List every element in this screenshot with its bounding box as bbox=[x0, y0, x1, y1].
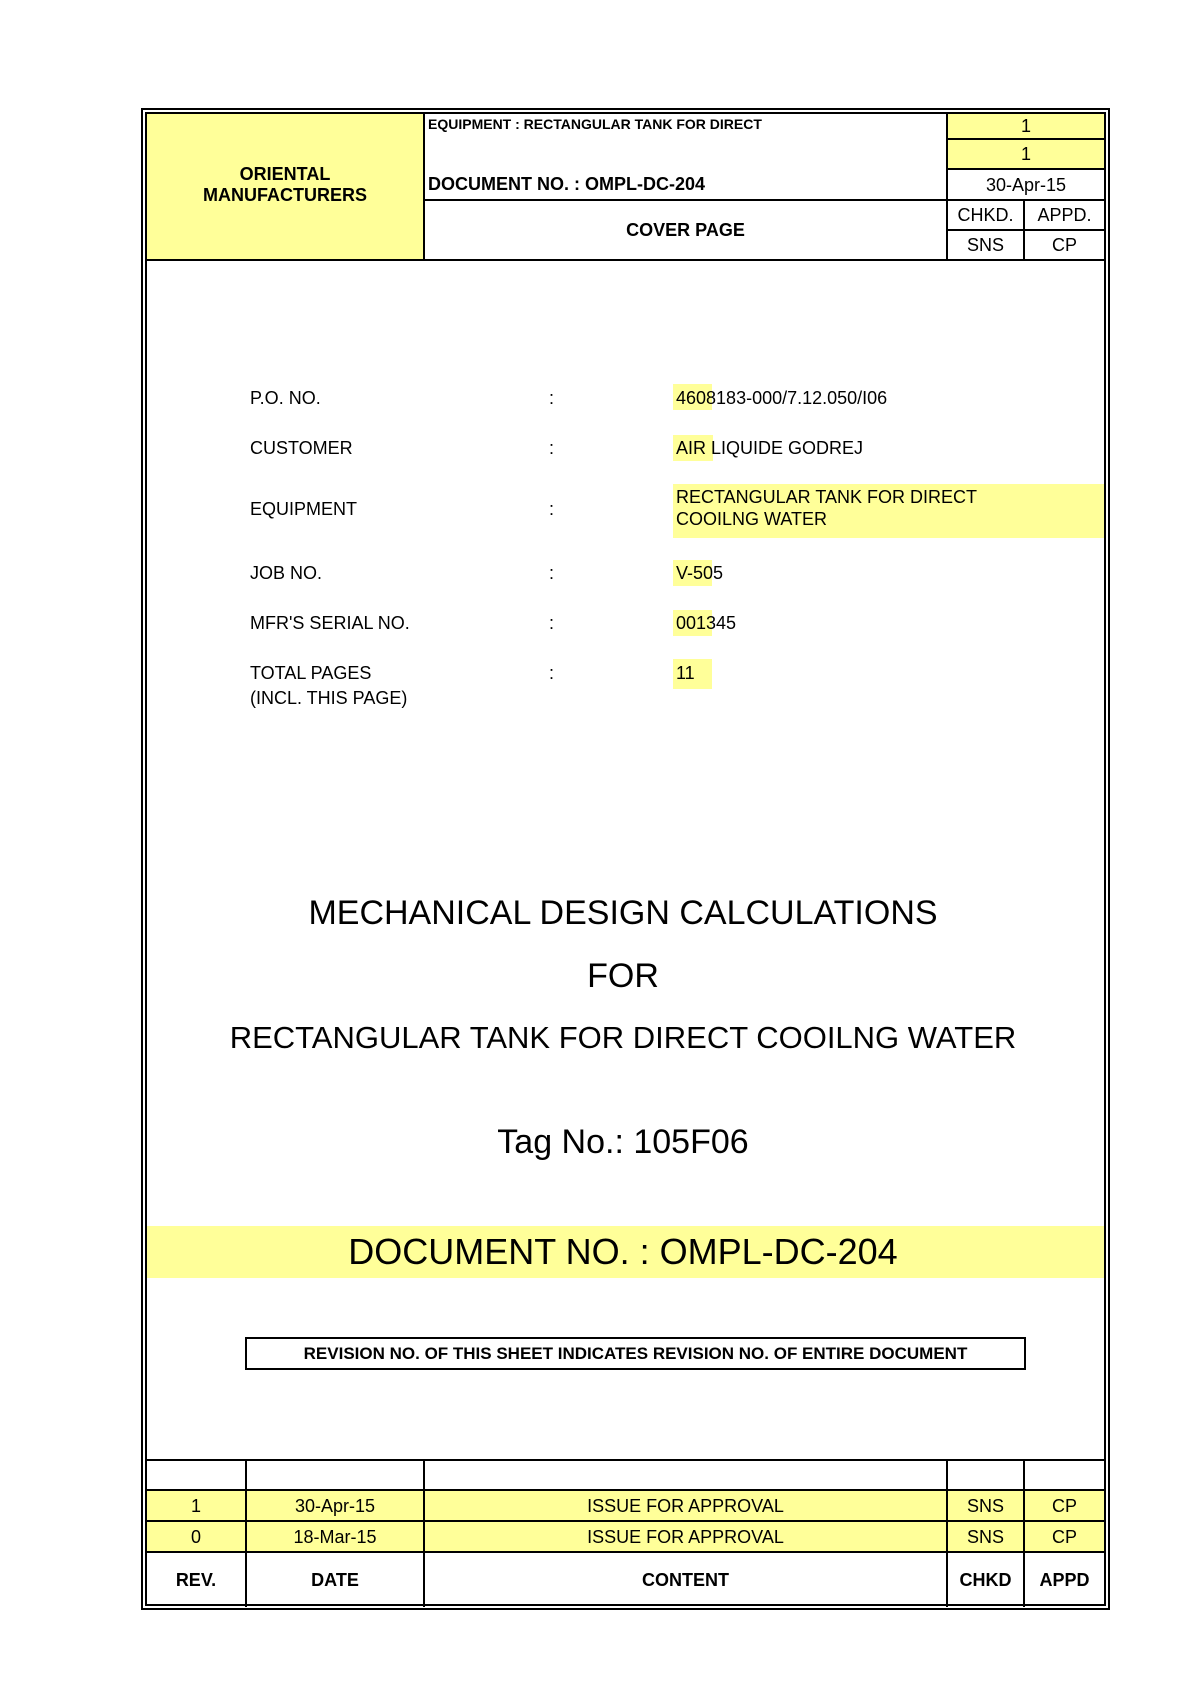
customer-label: CUSTOMER bbox=[250, 438, 353, 458]
rev-row1-chkd: SNS bbox=[966, 1495, 1004, 1516]
rev-row0-appd: CP bbox=[1051, 1526, 1077, 1547]
doc-number-large: DOCUMENT NO. : OMPL-DC-204 bbox=[348, 1231, 898, 1272]
header-box-2: 1 bbox=[1020, 144, 1031, 164]
rev-row0-rev: 0 bbox=[190, 1526, 201, 1547]
tag-number: Tag No.: 105F06 bbox=[497, 1123, 749, 1161]
serial-no-colon: : bbox=[549, 613, 555, 633]
total-pages-label: TOTAL PAGES bbox=[250, 663, 372, 683]
equipment-label: EQUIPMENT bbox=[250, 499, 358, 519]
rev-row1-content: ISSUE FOR APPROVAL bbox=[587, 1495, 784, 1516]
company-name-line1: ORIENTAL bbox=[239, 164, 331, 184]
job-no-colon: : bbox=[549, 563, 555, 583]
rev-header-date: DATE bbox=[311, 1570, 359, 1590]
rev-row0-chkd: SNS bbox=[966, 1526, 1004, 1547]
rev-header-content: CONTENT bbox=[642, 1570, 729, 1590]
chkd-label: CHKD. bbox=[957, 205, 1014, 225]
main-title-line3: RECTANGULAR TANK FOR DIRECT COOILNG WATER bbox=[229, 1020, 1017, 1055]
chkd-value: SNS bbox=[966, 235, 1004, 255]
header-date: 30-Apr-15 bbox=[985, 174, 1067, 195]
main-title-line2: FOR bbox=[587, 957, 659, 995]
rev-row0-content: ISSUE FOR APPROVAL bbox=[587, 1526, 784, 1547]
total-pages-colon: : bbox=[549, 663, 555, 683]
equipment-value-line2: COOILNG WATER bbox=[676, 509, 828, 529]
appd-value: CP bbox=[1051, 235, 1077, 255]
customer-value: AIR LIQUIDE GODREJ bbox=[676, 438, 864, 458]
rev-header-appd: APPD bbox=[1039, 1570, 1090, 1590]
company-name bbox=[147, 160, 423, 210]
total-pages-label-line2: (INCL. THIS PAGE) bbox=[250, 688, 408, 708]
header-equipment: EQUIPMENT : RECTANGULAR TANK FOR DIRECT bbox=[428, 116, 762, 132]
total-pages-value: 11 bbox=[676, 663, 695, 683]
rev-header-rev: REV. bbox=[175, 1570, 217, 1590]
equipment-colon: : bbox=[549, 499, 555, 519]
rev-row0-date: 18-Mar-15 bbox=[293, 1526, 377, 1547]
main-title-line1: MECHANICAL DESIGN CALCULATIONS bbox=[308, 894, 938, 932]
header-box-1: 1 bbox=[1020, 116, 1031, 136]
po-no-value: 4608183-000/7.12.050/I06 bbox=[676, 388, 888, 408]
rev-row1-appd: CP bbox=[1051, 1495, 1077, 1516]
page-border-inner bbox=[145, 112, 1106, 1606]
rev-row1-date: 30-Apr-15 bbox=[294, 1495, 376, 1516]
serial-no-value: 001345 bbox=[676, 613, 737, 633]
equipment-value-line1: RECTANGULAR TANK FOR DIRECT bbox=[676, 487, 978, 507]
serial-no-label: MFR'S SERIAL NO. bbox=[250, 613, 410, 633]
appd-label: APPD. bbox=[1037, 205, 1092, 225]
customer-colon: : bbox=[549, 438, 555, 458]
header-document-no: DOCUMENT NO. : OMPL-DC-204 bbox=[428, 174, 706, 194]
company-name-line2: MANUFACTURERS bbox=[203, 185, 367, 205]
job-no-value: V-505 bbox=[676, 563, 724, 583]
revision-note: REVISION NO. OF THIS SHEET INDICATES REVISION NO. OF ENTIRE DOCUMENT bbox=[245, 1337, 1026, 1370]
po-no-label: P.O. NO. bbox=[250, 388, 321, 408]
rev-row1-rev: 1 bbox=[190, 1495, 201, 1516]
po-no-colon: : bbox=[549, 388, 555, 408]
job-no-label: JOB NO. bbox=[250, 563, 323, 583]
header-page-title: COVER PAGE bbox=[626, 220, 745, 240]
rev-header-chkd: CHKD bbox=[959, 1570, 1012, 1590]
